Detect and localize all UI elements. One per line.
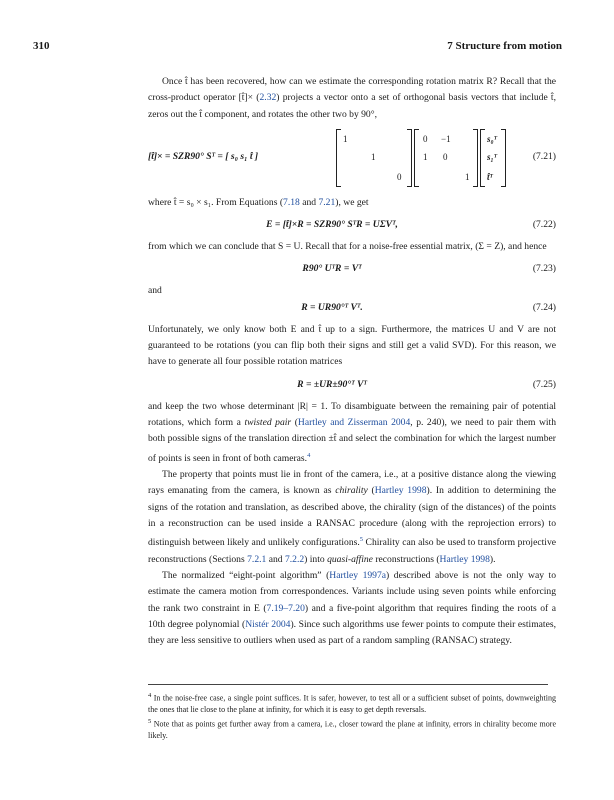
equation-number: (7.23) bbox=[532, 263, 556, 275]
matrix-cell: 0 bbox=[423, 133, 428, 144]
text: where t̂ = s₀ × s₁. From Equations ( bbox=[148, 196, 284, 208]
emphasis: twisted pair bbox=[244, 416, 292, 428]
paragraph-3: from which we can conclude that S = U. Recall that for a noise-free essential matrix, (Σ = Z), and hence bbox=[148, 241, 547, 253]
equation-7-21 bbox=[148, 129, 556, 191]
emphasis: chirality bbox=[335, 485, 368, 497]
footnote-4 bbox=[148, 690, 556, 716]
equation-link[interactable]: 7.21 bbox=[318, 196, 336, 208]
paragraph-5 bbox=[148, 399, 556, 467]
footnote-marker[interactable]: 4 bbox=[307, 451, 311, 459]
footnote-rule bbox=[148, 684, 548, 685]
footnote-text: In the noise-free case, a single point suffices. It is safer, however, to test all or a sufficient subset of points, downweighting the ones that lie close to the plane at infinity, for which it is easy to get depth reversals. bbox=[148, 693, 556, 715]
equation-link[interactable]: 7.18 bbox=[283, 196, 300, 208]
matrix-cell: −1 bbox=[441, 133, 451, 144]
text: ) and a five-point algorithm that requires finding the roots of a 10th degree polynomial ( bbox=[148, 602, 556, 630]
equation-number: (7.24) bbox=[532, 301, 556, 313]
page-number: 310 bbox=[33, 40, 50, 52]
equation-7-22 bbox=[148, 217, 556, 239]
text: and bbox=[266, 553, 285, 565]
paragraph-1 bbox=[148, 74, 556, 123]
equation-7-24 bbox=[148, 300, 556, 322]
main-text bbox=[148, 74, 556, 650]
matrix-cell: 1 bbox=[465, 171, 470, 182]
matrix-cell: 1 bbox=[343, 133, 348, 144]
vector-cell: t̂ᵀ bbox=[487, 171, 493, 182]
chapter-title: 7 Structure from motion bbox=[447, 40, 562, 52]
text: ), we get bbox=[335, 196, 369, 208]
matrix-cell: 1 bbox=[371, 151, 376, 162]
equation-link[interactable]: 7.19–7.20 bbox=[266, 602, 305, 614]
text: reconstructions ( bbox=[372, 553, 440, 565]
text: , p. 240), we need to pair them with both possible signs of the translation direction ±t̂ and select the combination for which the largest number of points is seen in front of both cameras. bbox=[148, 416, 557, 464]
text: ( bbox=[291, 416, 298, 428]
text: Chirality can also be used to transform projective reconstructions (Sections bbox=[148, 537, 556, 565]
citation-link[interactable]: Hartley 1998 bbox=[374, 485, 427, 497]
footnote-marker[interactable]: 5 bbox=[359, 536, 364, 544]
text: ) projects a vector onto a set of orthogonal basis vectors that include t̂, zeros out the t̂ component, and rotates the other two by 90°, bbox=[148, 92, 556, 120]
citation-link[interactable]: Hartley 1997a bbox=[329, 570, 387, 582]
paragraph-6 bbox=[148, 467, 556, 568]
text: ). In addition to determining the signs of the rotation and translation, as described above, the chirality (sign of the distances) of the points in a reconstruction can be used inside a RANSAC procedure (along with the reprojection errors) to distinguish between likely and unlikely configurations. bbox=[148, 485, 557, 549]
text: ). bbox=[489, 553, 496, 565]
equation-link[interactable]: 2.32 bbox=[259, 92, 277, 104]
footnote-text: Note that as points get further away from a camera, i.e., closer toward the plane at infinity, errors in chirality become more likely. bbox=[148, 719, 556, 741]
matrix-z bbox=[414, 129, 478, 187]
paragraph-7 bbox=[148, 568, 556, 649]
equation-number: (7.21) bbox=[532, 150, 556, 162]
running-header bbox=[33, 40, 562, 56]
text: The property that points must lie in front of the camera, i.e., at a positive distance along the viewing rays emanating from the camera, is known as bbox=[148, 469, 556, 497]
matrix-cell: 1 bbox=[423, 151, 428, 162]
text: ) into bbox=[304, 553, 328, 565]
equation-formula: R = ±UR±90°ᵀ Vᵀ bbox=[297, 378, 367, 390]
equation-number: (7.22) bbox=[532, 219, 556, 231]
text: ). Since such algorithms use fewer points to compute their estimates, they are less sensitive to outliers when used as part of a random sampling (RANSAC) strategy. bbox=[148, 618, 556, 647]
citation-link[interactable]: Hartley and Zisserman 2004 bbox=[297, 416, 411, 428]
text: and keep the two whose determinant |R| = 1. To disambiguate between the remaining pair of potential rotations, which form a bbox=[148, 400, 556, 428]
text: and bbox=[299, 196, 319, 208]
section-link[interactable]: 7.2.2 bbox=[284, 553, 305, 565]
vector-cell: s₀ᵀ bbox=[487, 133, 497, 144]
matrix-cell: 0 bbox=[443, 151, 448, 162]
equation-number: (7.25) bbox=[532, 378, 556, 390]
text: ( bbox=[367, 485, 375, 497]
equation-formula: R = UR90°ᵀ Vᵀ. bbox=[301, 301, 363, 313]
paragraph-2 bbox=[148, 195, 556, 211]
citation-link[interactable]: Hartley 1998 bbox=[439, 553, 490, 565]
vector-s bbox=[480, 129, 506, 187]
equation-7-23 bbox=[148, 261, 556, 283]
matrix-rotation bbox=[336, 129, 412, 187]
citation-link[interactable]: Nistér 2004 bbox=[245, 618, 291, 630]
footnote-5 bbox=[148, 716, 556, 742]
equation-formula: R90° UᵀR = Vᵀ bbox=[302, 263, 362, 275]
text: The normalized “eight-point algorithm” ( bbox=[162, 570, 330, 582]
vector-cell: s₁ᵀ bbox=[487, 151, 497, 162]
text: ) described above is not the only way to estimate the camera motion from correspondences. Variants include using seven points while enforcing the rank two constraint in E ( bbox=[148, 570, 556, 614]
and-word: and bbox=[148, 285, 162, 297]
footnote-number: 4 bbox=[148, 692, 152, 699]
emphasis: quasi-affine bbox=[327, 553, 373, 565]
paragraph-4: Unfortunately, we only know both E and t̂ up to a sign. Furthermore, the matrices U and V are not guaranteed to be rotations (you can flip both their signs and still get a valid SVD). For this reason, we have to generate all four possible rotation matrices bbox=[148, 323, 556, 368]
equation-lhs: [t̂]× = SZR90° Sᵀ = [ s₀ s₁ t̂ ] bbox=[148, 150, 259, 162]
matrix-cell: 0 bbox=[397, 171, 402, 182]
equation-7-25 bbox=[148, 377, 556, 399]
footnote-number: 5 bbox=[148, 718, 152, 725]
text: Once t̂ has been recovered, how can we estimate the corresponding rotation matrix R? Recall that the cross-product operator [t̂]× ( bbox=[148, 76, 556, 104]
section-link[interactable]: 7.2.1 bbox=[247, 553, 267, 565]
equation-formula: E = [t̂]×R = SZR90° SᵀR = UΣVᵀ, bbox=[266, 219, 398, 231]
